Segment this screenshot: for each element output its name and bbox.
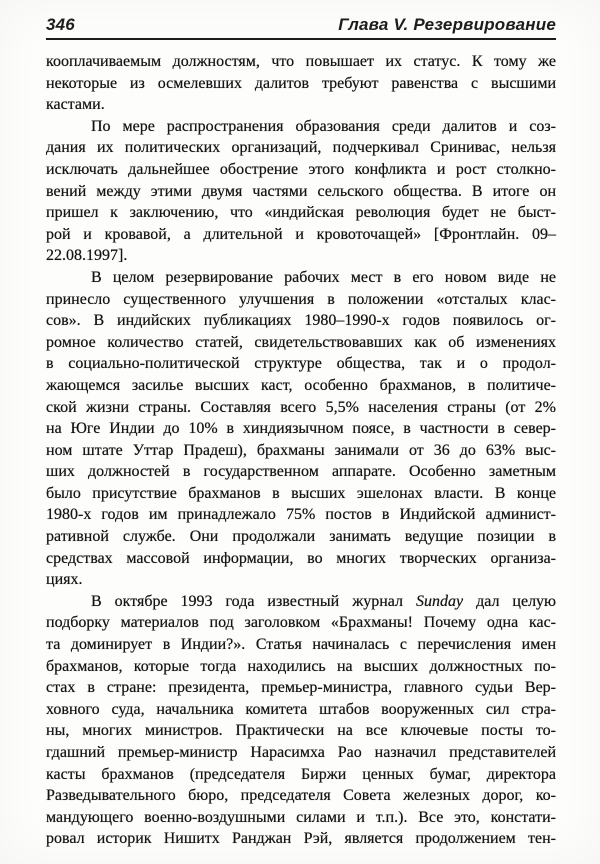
text-line [46, 569, 556, 591]
text-line [46, 159, 556, 181]
text-line [46, 375, 556, 397]
text-segment: в социально-политической структуре общества, так и о продол- [46, 355, 556, 373]
text-segment: жающемся засилье высших каст, особенно брахманов, в политиче- [46, 376, 556, 394]
text-segment: ном штате Уттар Прадеш), брахманы занимали от 36 до 63% выс- [46, 441, 556, 459]
text-segment: та доминирует в Индии?». Статья начиналась с перечисления имен [46, 636, 556, 654]
text-segment: на Юге Индии до 10% в хиндиязычном поясе, в частности в север- [46, 420, 556, 438]
text-segment: мандующего военно-воздушными силами и т.п.). Все это, констати- [46, 808, 556, 826]
text-line [46, 224, 556, 246]
text-line [46, 353, 556, 375]
text-segment: рой и кровавой, а длительной и кровоточащей» [Фронтлайн. 09– [46, 225, 556, 243]
text-segment: принесло существенного улучшения в положении «отсталых клас- [46, 290, 556, 308]
text-segment: ромное количество статей, свидетельствовавших как об изменениях [46, 333, 556, 351]
text-segment: ской жизни страны. Составляя всего 5,5% населения страны (от 2% [46, 398, 556, 416]
text-line [46, 526, 556, 548]
text-line [46, 51, 556, 73]
text-segment: брахманов, которые тогда находились на высших должностных по- [46, 657, 556, 675]
running-header [46, 0, 556, 40]
text-segment: вений между этими двумя частями сельского общества. В итоге он [46, 182, 556, 200]
text-segment: В октябре 1993 года известный журнал [91, 592, 416, 610]
text-segment: ховного суда, начальника комитета штабов вооруженных сил стра- [46, 700, 556, 718]
text-segment: некоторые из осмелевших далитов требуют равенства с высшими [46, 74, 556, 92]
text-line [46, 828, 556, 850]
text-line [46, 634, 556, 656]
text-line [46, 785, 556, 807]
text-line [46, 742, 556, 764]
text-line [46, 289, 556, 311]
text-segment: сов». В индийских публикациях 1980–1990-х годов появилось ог- [46, 312, 556, 330]
text-segment: 22.08.1997]. [46, 247, 128, 265]
text-segment: ровал историк Нишитх Ранджан Рэй, является продолжением тен- [46, 830, 556, 848]
text-segment: касты брахманов (председателя Биржи ценных бумаг, директора [46, 765, 556, 783]
paragraph [46, 51, 556, 116]
text-segment: 1980-х годов им принадлежало 75% постов в Индийской админист- [46, 506, 556, 524]
paragraph [46, 267, 556, 591]
text-line [46, 181, 556, 203]
text-segment: стах в стране: президента, премьер-министра, главного судьи Вер- [46, 679, 556, 697]
page-number: 346 [46, 15, 75, 34]
text-line [46, 764, 556, 786]
text-segment: ративной службе. Они продолжали занимать ведущие позиции в [46, 528, 556, 546]
paragraph [46, 116, 556, 267]
text-line [46, 137, 556, 159]
chapter-title: Глава V. Резервирование [338, 15, 556, 34]
text-segment: исключать дальнейшее обострение этого конфликта и рост столкно- [46, 160, 556, 178]
text-line [46, 483, 556, 505]
text-segment: средствах массовой информации, во многих творческих организа- [46, 549, 556, 567]
text-line [46, 807, 556, 829]
text-line [46, 245, 556, 267]
text-line [46, 720, 556, 742]
text-line [46, 116, 556, 138]
text-line [46, 332, 556, 354]
text-segment: пришел к заключению, что «индийская революция будет не быст- [46, 204, 556, 222]
text-line [46, 699, 556, 721]
text-line [46, 202, 556, 224]
text-line [46, 73, 556, 95]
text-segment: ны, многих министров. Практически на все ключевые посты то- [46, 722, 556, 740]
text-line [46, 94, 556, 116]
text-line [46, 310, 556, 332]
text-segment: подборку материалов под заголовком «Брахманы! Почему одна кас- [46, 614, 556, 632]
text-segment: Разведывательного бюро, председателя Совета железных дорог, ко- [46, 787, 556, 805]
italic-text-segment: Sunday [416, 592, 464, 610]
text-line [46, 504, 556, 526]
text-segment: кастами. [46, 96, 105, 114]
text-line [46, 677, 556, 699]
text-line [46, 548, 556, 570]
text-segment: По мере распространения образования среди далитов и соз- [91, 117, 556, 135]
text-line [46, 418, 556, 440]
text-segment: ших должностей в государственном аппарате. Особенно заметным [46, 463, 556, 481]
text-line [46, 267, 556, 289]
text-line [46, 591, 556, 613]
text-line [46, 461, 556, 483]
text-line [46, 612, 556, 634]
text-segment: циях. [46, 571, 83, 589]
text-segment: В целом резервирование рабочих мест в его новом виде не [91, 268, 556, 286]
text-line [46, 656, 556, 678]
text-line [46, 397, 556, 419]
text-segment: кооплачиваемым должностям, что повышает их статус. К тому же [46, 53, 556, 70]
text-line [46, 440, 556, 462]
text-segment: дания их политических организаций, подчеркивал Сринивас, нельзя [46, 139, 556, 157]
page-body [46, 51, 556, 850]
text-segment: гдашний премьер-министр Нарасимха Рао назначил представителей [46, 744, 556, 761]
text-segment: дал целую [463, 592, 557, 610]
text-segment: было присутствие брахманов в высших эшелонах власти. В конце [46, 484, 556, 502]
paragraph [46, 591, 556, 850]
